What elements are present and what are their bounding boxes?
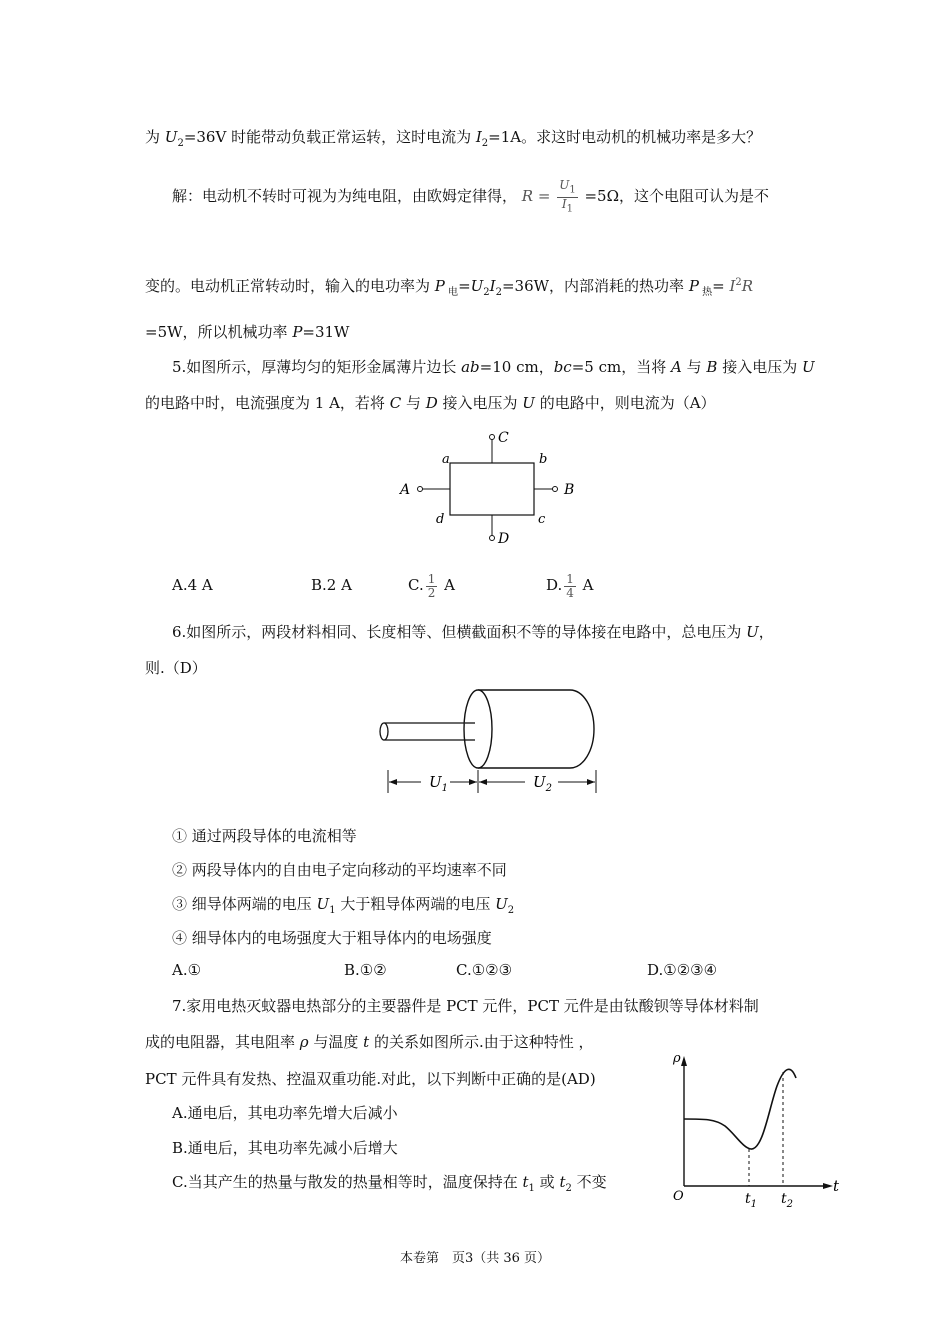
- p7-option-a: A.通电后，其电功率先增大后减小: [172, 1104, 398, 1122]
- p6-line2: 则.（D）: [145, 659, 207, 677]
- thick-conductor-body: [478, 690, 594, 768]
- p5-option-a: A.4 A: [172, 576, 213, 594]
- label-d: d: [436, 512, 445, 527]
- p6-statement-1: ① 通过两段导体的电流相等: [172, 827, 357, 845]
- resistivity-curve: [684, 1069, 796, 1149]
- p5-line1: 5.如图所示，厚薄均匀的矩形金属薄片边长 ab=10 cm，bc=5 cm，当将 A 与 B 接入电压为 U: [172, 358, 815, 376]
- label-origin: O: [673, 1189, 684, 1204]
- label-b: b: [539, 452, 548, 467]
- label-U2: $U_2$: [533, 773, 553, 794]
- p7-option-b: B.通电后，其电功率先减小后增大: [172, 1139, 398, 1157]
- metal-sheet-rect: [450, 463, 534, 515]
- resistivity-temperature-graph: [665, 1048, 850, 1213]
- label-C: C: [498, 430, 509, 446]
- p7-line2: 成的电阻器，其电阻率 ρ 与温度 t 的关系如图所示.由于这种特性 ，: [145, 1033, 594, 1051]
- page-footer: 本卷第 页3（共 36 页）: [399, 1251, 551, 1266]
- label-D: D: [498, 531, 510, 547]
- p7-line3: PCT 元件具有发热、控温双重功能.对此，以下判断中正确的是(AD): [145, 1070, 596, 1088]
- label-A: A: [400, 482, 411, 498]
- p4-line1: 为 $U_2=36V$ 时能带动负载正常运转，这时电流为 $I_2=1A$。求这时电动机的机械功率是多大？: [145, 128, 762, 149]
- terminal-d: [490, 536, 495, 541]
- terminal-c: [490, 435, 495, 440]
- label-B: B: [564, 482, 575, 498]
- p6-statement-2: ② 两段导体内的自由电子定向移动的平均速率不同: [172, 861, 507, 879]
- p4-line4: =5W，所以机械功率 P=31W: [145, 323, 350, 341]
- label-c: c: [538, 512, 546, 527]
- p6-option-d: D.①②③④: [647, 961, 718, 979]
- p6-options: [172, 960, 792, 982]
- p4-solution-line: 解：电动机不转时可视为为纯电阻，由欧姆定律得， R = $\frac{U_1}{I_1}$ =5Ω，这个电阻可认为是不: [172, 178, 770, 214]
- p6-option-b: B.①②: [344, 961, 387, 979]
- p7-line1: 7.家用电热灭蚊器电热部分的主要器件是 PCT 元件，PCT 元件是由钛酸钡等导体材料制: [172, 997, 759, 1015]
- ohm-fraction: $\frac{U_1}{I_1}$: [559, 178, 576, 214]
- label-a: a: [442, 452, 450, 467]
- label-t2: $t_2$: [781, 1191, 794, 1210]
- p4-line3: 变的。电动机正常转动时，输入的电功率为 P $_电=U_2I_2=36W$，内部消耗的热功率 P $_热= I^2R$: [145, 277, 754, 298]
- label-rho: ρ: [673, 1051, 681, 1066]
- terminal-b: [553, 487, 558, 492]
- metal-sheet-diagram: [395, 425, 585, 550]
- thin-conductor-end: [380, 723, 388, 740]
- terminal-a: [418, 487, 423, 492]
- p6-statement-3: ③ 细导体两端的电压 $U_1$ 大于粗导体两端的电压 $U_2$: [172, 895, 515, 916]
- conductor-diagram: [375, 685, 610, 800]
- p5-option-b: B.2 A: [311, 576, 352, 594]
- p5-option-c: C. $\frac{1}{2}$ A: [408, 571, 455, 600]
- p6-statement-4: ④ 细导体内的电场强度大于粗导体内的电场强度: [172, 929, 492, 947]
- p6-line1: 6.如图所示，两段材料相同、长度相等、但横截面积不等的导体接在电路中，总电压为 U，: [172, 623, 774, 641]
- thick-conductor-end: [464, 690, 492, 768]
- label-t1: $t_1$: [745, 1191, 758, 1210]
- p5-line2: 的电路中时，电流强度为 1 A，若将 C 与 D 接入电压为 U 的电路中，则电流为（A）: [145, 394, 716, 412]
- label-U1: $U_1$: [429, 773, 449, 794]
- p5-option-d: D. $\frac{1}{4}$ A: [546, 571, 594, 600]
- label-t: t: [833, 1177, 840, 1195]
- p7-option-c: C.当其产生的热量与散发的热量相等时，温度保持在 $t_1$ 或 $t_2$ 不变: [172, 1173, 607, 1194]
- p6-option-a: A.①: [172, 961, 202, 979]
- p6-option-c: C.①②③: [456, 961, 513, 979]
